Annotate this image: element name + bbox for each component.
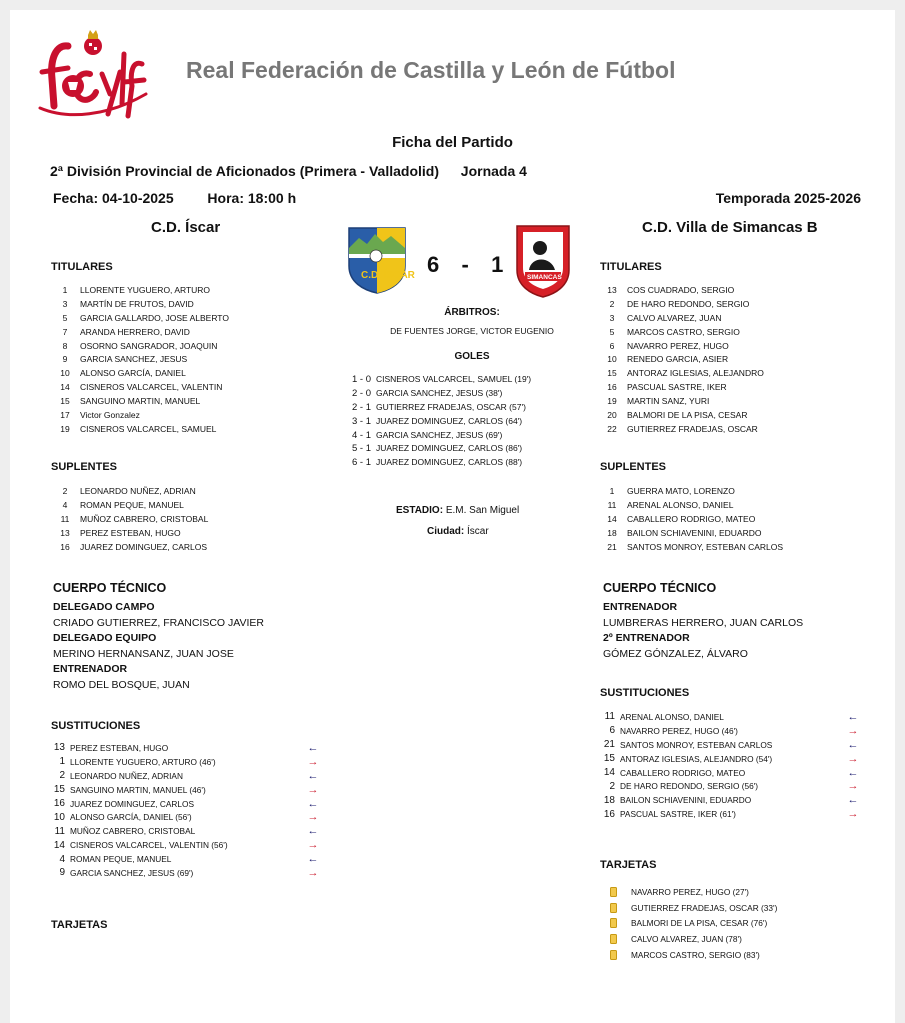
player-name: MUÑOZ CABRERO, CRISTOBAL xyxy=(80,513,209,524)
player-number: 16 xyxy=(607,382,617,393)
player-name: DE HARO REDONDO, SERGIO xyxy=(627,298,750,309)
away-suplentes-heading: SUPLENTES xyxy=(600,461,667,473)
away-goals: 1 xyxy=(491,252,504,277)
player-number: 17 xyxy=(60,410,70,421)
staff-name: CRIADO GUTIERREZ, FRANCISCO JAVIER xyxy=(53,616,264,629)
staff-role: DELEGADO CAMPO xyxy=(53,601,155,613)
card-row xyxy=(610,947,777,963)
away-cuerpo-tecnico-heading: CUERPO TÉCNICO xyxy=(603,581,717,595)
hora-label: Hora: xyxy=(207,190,244,206)
goal-scorer: JUAREZ DOMINGUEZ, CARLOS (64') xyxy=(376,415,523,426)
goal-score: 4 - 1 xyxy=(351,429,371,441)
arrow-left-icon: ← xyxy=(847,766,859,779)
player-name: MARTÍN DE FRUTOS, DAVID xyxy=(80,298,194,309)
player-number: 20 xyxy=(607,410,617,421)
player-name: CISNEROS VALCARCEL, VALENTIN xyxy=(80,382,223,393)
sub-player-name: MUÑOZ CABRERO, CRISTOBAL xyxy=(70,826,196,837)
staff-role: 2º ENTRENADOR xyxy=(603,632,690,644)
home-sustituciones-heading: SUSTITUCIONES xyxy=(51,720,141,732)
goal-row xyxy=(347,429,531,443)
player-row xyxy=(597,340,764,354)
away-staff xyxy=(603,601,803,663)
player-row xyxy=(50,395,229,409)
competition-label: 2ª División Provincial de Aficionados (Primera - Valladolid) xyxy=(50,163,439,179)
player-number: 11 xyxy=(60,513,70,524)
home-suplentes-list xyxy=(50,485,208,554)
goal-scorer: GUTIERREZ FRADEJAS, OSCAR (57') xyxy=(376,401,526,412)
substitution-row xyxy=(600,807,860,821)
sub-player-name: NAVARRO PEREZ, HUGO (46') xyxy=(620,725,738,736)
yellow-card-icon xyxy=(610,950,617,960)
home-team-name: C.D. Íscar xyxy=(151,219,221,236)
card-player-name: CALVO ALVAREZ, JUAN (78') xyxy=(631,934,742,945)
home-titulares-heading: TITULARES xyxy=(51,261,113,273)
goal-scorer: JUAREZ DOMINGUEZ, CARLOS (88') xyxy=(376,457,523,468)
sub-player-name: LEONARDO NUÑEZ, ADRIAN xyxy=(70,770,183,781)
arrow-left-icon: ← xyxy=(847,710,859,723)
player-number: 5 xyxy=(609,326,615,337)
staff-name: MERINO HERNANSANZ, JUAN JOSE xyxy=(53,647,234,660)
away-titulares-list xyxy=(597,284,764,437)
away-cards-list xyxy=(610,884,777,963)
player-number: 3 xyxy=(62,298,68,309)
sub-player-name: SANTOS MONROY, ESTEBAN CARLOS xyxy=(620,739,773,750)
card-player-name: MARCOS CASTRO, SERGIO (83') xyxy=(631,950,760,961)
player-name: PEREZ ESTEBAN, HUGO xyxy=(80,527,181,538)
goal-score: 1 - 0 xyxy=(351,374,371,385)
player-name: CALVO ALVAREZ, JUAN xyxy=(627,312,722,323)
match-sheet-page xyxy=(10,10,895,1023)
player-number: 1 xyxy=(609,486,615,496)
staff-role: DELEGADO EQUIPO xyxy=(53,632,157,644)
yellow-card-icon xyxy=(610,887,617,897)
sub-player-name: PEREZ ESTEBAN, HUGO xyxy=(70,742,169,753)
sub-number: 14 xyxy=(603,767,615,778)
player-number: 15 xyxy=(607,368,617,379)
player-name: LLORENTE YUGUERO, ARTURO xyxy=(80,285,211,295)
player-row xyxy=(50,513,208,527)
player-name: CABALLERO RODRIGO, MATEO xyxy=(627,513,756,524)
card-row xyxy=(610,884,777,900)
player-number: 6 xyxy=(609,340,615,351)
player-number: 11 xyxy=(607,499,617,510)
player-name: MARCOS CASTRO, SERGIO xyxy=(627,326,740,337)
staff-name: GÓMEZ GÓNZALEZ, ÁLVARO xyxy=(603,647,748,660)
fcylf-logo xyxy=(38,24,148,122)
arrow-left-icon: ← xyxy=(307,769,319,782)
player-row xyxy=(50,541,208,555)
player-name: LEONARDO NUÑEZ, ADRIAN xyxy=(80,486,196,496)
player-name: ARANDA HERRERO, DAVID xyxy=(80,326,190,337)
player-row xyxy=(597,284,764,298)
card-player-name: BALMORI DE LA PISA, CESAR (76') xyxy=(631,918,768,929)
sub-player-name: JUAREZ DOMINGUEZ, CARLOS xyxy=(70,798,195,809)
goal-row xyxy=(347,387,531,401)
ciudad xyxy=(427,526,489,537)
player-row xyxy=(597,499,783,513)
sub-player-name: BAILON SCHIAVENINI, EDUARDO xyxy=(620,795,752,806)
away-crest-text: SIMANCAS xyxy=(527,274,562,281)
arrow-right-icon: → xyxy=(847,780,859,793)
player-row xyxy=(597,485,783,499)
arrow-right-icon: → xyxy=(307,866,319,879)
home-suplentes-heading: SUPLENTES xyxy=(51,461,118,473)
arrow-left-icon: ← xyxy=(847,794,859,807)
estadio xyxy=(396,505,519,516)
home-team-crest xyxy=(347,226,415,294)
player-row xyxy=(597,326,764,340)
player-name: GUTIERREZ FRADEJAS, OSCAR xyxy=(627,423,758,434)
player-number: 9 xyxy=(62,354,68,365)
sub-number: 4 xyxy=(59,853,65,865)
arbitros-label: ÁRBITROS: xyxy=(444,307,500,318)
sub-number: 2 xyxy=(59,770,65,782)
player-name: GUERRA MATO, LORENZO xyxy=(627,486,735,496)
substitution-row xyxy=(50,741,320,755)
home-cuerpo-tecnico-heading: CUERPO TÉCNICO xyxy=(53,581,167,595)
player-number: 2 xyxy=(62,486,68,496)
player-row xyxy=(597,312,764,326)
sub-number: 15 xyxy=(603,753,615,765)
player-number: 13 xyxy=(607,285,617,295)
arrow-left-icon: ← xyxy=(307,825,319,838)
goal-row xyxy=(347,415,531,429)
sub-player-name: LLORENTE YUGUERO, ARTURO (46') xyxy=(70,756,216,767)
substitution-row xyxy=(600,766,860,780)
sub-player-name: DE HARO REDONDO, SERGIO (56') xyxy=(620,781,759,792)
estadio-value: E.M. San Miguel xyxy=(445,505,520,516)
player-number: 3 xyxy=(609,312,615,323)
away-subs-list xyxy=(600,710,860,821)
player-number: 22 xyxy=(607,423,617,434)
fecha-value: 04-10-2025 xyxy=(102,190,174,206)
arrow-left-icon: ← xyxy=(847,738,859,751)
goles-label: GOLES xyxy=(454,351,490,362)
home-titulares-list xyxy=(50,284,229,437)
home-crest-text: C.D. ÍSCAR xyxy=(361,270,415,281)
player-row xyxy=(50,340,229,354)
substitution-row xyxy=(600,724,860,738)
sub-player-name: GARCIA SANCHEZ, JESUS (69') xyxy=(70,867,194,878)
arrow-left-icon: ← xyxy=(307,741,319,754)
competition-name xyxy=(50,163,527,179)
date-time xyxy=(53,190,296,206)
home-staff xyxy=(53,601,264,694)
player-row xyxy=(50,312,229,326)
sub-number: 21 xyxy=(603,739,615,751)
player-row xyxy=(50,284,229,298)
player-name: SANGUINO MARTIN, MANUEL xyxy=(80,396,201,407)
player-number: 19 xyxy=(607,396,617,407)
sub-number: 11 xyxy=(604,711,615,723)
player-row xyxy=(597,298,764,312)
sub-number: 15 xyxy=(53,784,65,796)
ciudad-label: Ciudad: xyxy=(427,526,465,537)
sub-player-name: ALONSO GARCÍA, DANIEL (56') xyxy=(70,812,192,823)
arrow-right-icon: → xyxy=(847,724,859,737)
sub-number: 16 xyxy=(53,798,65,809)
sub-number: 10 xyxy=(53,811,65,823)
substitution-row xyxy=(50,824,320,838)
document-title: Ficha del Partido xyxy=(392,134,513,151)
goal-score: 5 - 1 xyxy=(351,443,371,455)
player-row xyxy=(50,527,208,541)
player-row xyxy=(50,298,229,312)
player-name: ROMAN PEQUE, MANUEL xyxy=(80,499,184,510)
substitution-row xyxy=(50,852,320,866)
substitution-row xyxy=(600,793,860,807)
arrow-right-icon: → xyxy=(307,839,319,852)
player-number: 8 xyxy=(62,340,68,351)
player-name: BAILON SCHIAVENINI, EDUARDO xyxy=(627,527,762,538)
player-number: 16 xyxy=(60,541,70,552)
federation-title: Real Federación de Castilla y León de Fútbol xyxy=(186,57,676,83)
player-row xyxy=(597,409,764,423)
player-number: 19 xyxy=(60,423,70,434)
sub-number: 6 xyxy=(609,725,615,737)
goal-scorer: GARCIA SANCHEZ, JESUS (69') xyxy=(376,429,503,440)
arrow-right-icon: → xyxy=(307,755,319,768)
away-suplentes-list xyxy=(597,485,783,554)
yellow-card-icon xyxy=(610,918,617,928)
sub-player-name: PASCUAL SASTRE, IKER (61') xyxy=(620,809,736,820)
home-subs-list xyxy=(50,741,320,880)
staff-name: ROMO DEL BOSQUE, JUAN xyxy=(53,678,190,691)
player-name: OSORNO SANGRADOR, JOAQUIN xyxy=(80,340,218,351)
player-row xyxy=(597,541,783,555)
goal-scorer: GARCIA SANCHEZ, JESUS (38') xyxy=(376,387,503,398)
player-name: ALONSO GARCÍA, DANIEL xyxy=(80,368,186,379)
player-row xyxy=(597,527,783,541)
player-row xyxy=(50,409,229,423)
sub-number: 2 xyxy=(609,780,615,792)
player-name: RENEDO GARCIA, ASIER xyxy=(627,354,729,365)
player-number: 15 xyxy=(60,396,70,407)
player-row xyxy=(50,381,229,395)
fecha-label: Fecha: xyxy=(53,190,99,206)
sub-number: 1 xyxy=(59,756,65,768)
player-name: BALMORI DE LA PISA, CESAR xyxy=(627,410,748,421)
yellow-card-icon xyxy=(610,934,617,944)
player-name: GARCIA SANCHEZ, JESUS xyxy=(80,354,188,365)
ciudad-value: Íscar xyxy=(467,526,489,537)
substitution-row xyxy=(600,779,860,793)
substitution-row xyxy=(600,710,860,724)
substitution-row xyxy=(600,738,860,752)
staff-role: ENTRENADOR xyxy=(53,663,128,675)
temporada: Temporada 2025-2026 xyxy=(715,190,861,206)
arrow-right-icon: → xyxy=(847,808,859,821)
player-row xyxy=(50,326,229,340)
card-row xyxy=(610,916,777,932)
goal-score: 3 - 1 xyxy=(351,415,371,427)
estadio-label: ESTADIO: xyxy=(396,505,444,516)
arbitros-name: DE FUENTES JORGE, VICTOR EUGENIO xyxy=(390,326,554,336)
player-number: 13 xyxy=(60,527,70,538)
player-row xyxy=(597,423,764,437)
player-number: 10 xyxy=(60,368,70,379)
player-row xyxy=(597,513,783,527)
sub-player-name: SANGUINO MARTIN, MANUEL (46') xyxy=(70,784,206,795)
player-number: 14 xyxy=(60,382,70,393)
player-number: 1 xyxy=(62,285,68,295)
player-number: 10 xyxy=(607,354,617,365)
player-row xyxy=(50,423,229,437)
sub-player-name: CISNEROS VALCARCEL, VALENTIN (56') xyxy=(70,840,228,851)
arrow-right-icon: → xyxy=(307,783,319,796)
substitution-row xyxy=(600,752,860,766)
player-row xyxy=(50,485,208,499)
player-name: COS CUADRADO, SERGIO xyxy=(627,285,735,295)
arrow-left-icon: ← xyxy=(307,853,319,866)
player-row xyxy=(597,353,764,367)
arrow-left-icon: ← xyxy=(307,797,319,810)
card-row xyxy=(610,931,777,947)
substitution-row xyxy=(50,783,320,797)
goal-row xyxy=(347,401,531,415)
goal-scorer: CISNEROS VALCARCEL, SAMUEL (19') xyxy=(376,374,532,384)
substitution-row xyxy=(50,810,320,824)
player-row xyxy=(597,381,764,395)
substitution-row xyxy=(50,769,320,783)
player-number: 18 xyxy=(607,527,617,538)
player-name: ANTORAZ IGLESIAS, ALEJANDRO xyxy=(627,368,764,379)
sub-number: 9 xyxy=(59,867,65,879)
goal-score: 2 - 0 xyxy=(351,387,371,399)
staff-name: LUMBRERAS HERRERO, JUAN CARLOS xyxy=(603,616,804,629)
player-name: Victor Gonzalez xyxy=(80,410,140,421)
goals-list xyxy=(347,373,531,470)
player-name: GARCIA GALLARDO, JOSE ALBERTO xyxy=(80,312,229,323)
jornada-label: Jornada 4 xyxy=(460,163,527,179)
away-tarjetas-heading: TARJETAS xyxy=(600,859,657,871)
player-row xyxy=(597,367,764,381)
substitution-row xyxy=(50,755,320,769)
sub-number: 16 xyxy=(603,808,615,820)
hora-value: 18:00 h xyxy=(247,190,297,206)
sub-number: 18 xyxy=(603,794,615,806)
card-row xyxy=(610,900,777,916)
player-name: CISNEROS VALCARCEL, SAMUEL xyxy=(80,423,217,434)
goal-row xyxy=(347,442,531,456)
player-row xyxy=(50,499,208,513)
card-player-name: NAVARRO PEREZ, HUGO (27') xyxy=(631,886,749,897)
away-sustituciones-heading: SUSTITUCIONES xyxy=(600,687,690,699)
sub-number: 14 xyxy=(53,839,65,851)
goal-scorer: JUAREZ DOMINGUEZ, CARLOS (86') xyxy=(376,443,523,454)
yellow-card-icon xyxy=(610,903,617,913)
sub-number: 13 xyxy=(53,742,65,754)
substitution-row xyxy=(50,797,320,811)
staff-role: ENTRENADOR xyxy=(603,601,678,613)
arrow-right-icon: → xyxy=(847,752,859,765)
goal-score: 6 - 1 xyxy=(351,457,371,469)
sub-player-name: ANTORAZ IGLESIAS, ALEJANDRO (54') xyxy=(620,753,773,764)
player-name: NAVARRO PEREZ, HUGO xyxy=(627,340,729,351)
substitution-row xyxy=(50,838,320,852)
goal-score: 2 - 1 xyxy=(351,401,371,413)
player-name: JUAREZ DOMINGUEZ, CARLOS xyxy=(80,541,208,552)
player-name: ARENAL ALONSO, DANIEL xyxy=(627,499,734,510)
scoreboard xyxy=(427,252,503,278)
home-tarjetas-heading: TARJETAS xyxy=(51,919,108,931)
goal-row xyxy=(347,456,531,470)
score-separator: - xyxy=(461,252,469,277)
player-number: 14 xyxy=(607,513,617,524)
player-name: SANTOS MONROY, ESTEBAN CARLOS xyxy=(627,541,784,552)
goal-row xyxy=(347,373,531,387)
sub-player-name: ROMAN PEQUE, MANUEL xyxy=(70,854,172,865)
player-number: 5 xyxy=(62,312,68,323)
away-titulares-heading: TITULARES xyxy=(600,261,662,273)
sub-player-name: CABALLERO RODRIGO, MATEO xyxy=(620,767,746,778)
player-number: 2 xyxy=(609,298,615,309)
player-name: MARTIN SANZ, YURI xyxy=(627,396,710,407)
player-row xyxy=(50,367,229,381)
substitution-row xyxy=(50,866,320,880)
player-row xyxy=(50,353,229,367)
sub-player-name: ARENAL ALONSO, DANIEL xyxy=(620,711,724,722)
arrow-right-icon: → xyxy=(307,811,319,824)
player-number: 4 xyxy=(62,499,68,510)
home-goals: 6 xyxy=(427,252,440,277)
away-team-name: C.D. Villa de Simancas B xyxy=(642,219,818,236)
away-team-crest xyxy=(515,224,571,298)
player-row xyxy=(597,395,764,409)
player-number: 7 xyxy=(62,326,68,337)
player-name: PASCUAL SASTRE, IKER xyxy=(627,382,727,393)
player-number: 21 xyxy=(607,541,617,552)
card-player-name: GUTIERREZ FRADEJAS, OSCAR (33') xyxy=(631,902,778,913)
sub-number: 11 xyxy=(54,825,65,837)
